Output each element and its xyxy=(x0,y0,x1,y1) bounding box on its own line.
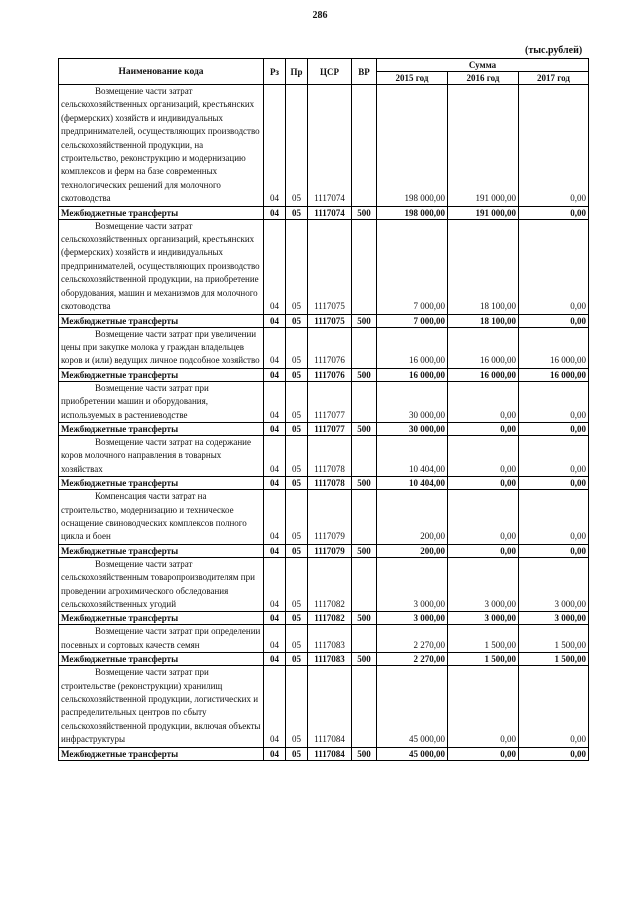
cell-y2016: 0,00 xyxy=(448,666,519,747)
cell-csr: 1117082 xyxy=(308,557,352,612)
cell-csr: 1117077 xyxy=(308,422,352,435)
cell-y2015: 45 000,00 xyxy=(377,666,448,747)
header-sum: Сумма xyxy=(377,59,589,72)
header-rz: Рз xyxy=(264,59,286,85)
cell-vr: 500 xyxy=(352,368,377,381)
cell-name: Возмещение части затрат сельскохозяйственным товаропроизводителям при проведении агрохимического обследования сельскохозяйственных угодий xyxy=(59,557,264,612)
cell-pr: 05 xyxy=(286,544,308,557)
cell-y2017: 0,00 xyxy=(519,435,589,476)
cell-pr: 05 xyxy=(286,747,308,760)
header-2016: 2016 год xyxy=(448,72,519,85)
cell-name: Межбюджетные трансферты xyxy=(59,206,264,219)
cell-y2015: 200,00 xyxy=(377,490,448,545)
table-row xyxy=(59,327,589,368)
cell-y2017: 0,00 xyxy=(519,544,589,557)
table-row-subtotal xyxy=(59,368,589,381)
cell-y2015: 7 000,00 xyxy=(377,314,448,327)
cell-rz: 04 xyxy=(264,85,286,207)
cell-vr xyxy=(352,219,377,314)
cell-vr: 500 xyxy=(352,612,377,625)
cell-pr: 05 xyxy=(286,435,308,476)
cell-csr: 1117084 xyxy=(308,747,352,760)
cell-y2016: 16 000,00 xyxy=(448,327,519,368)
cell-name: Межбюджетные трансферты xyxy=(59,477,264,490)
cell-vr xyxy=(352,327,377,368)
cell-pr: 05 xyxy=(286,368,308,381)
header-vr: ВР xyxy=(352,59,377,85)
table-row-subtotal xyxy=(59,477,589,490)
cell-y2016: 0,00 xyxy=(448,381,519,422)
cell-name: Межбюджетные трансферты xyxy=(59,747,264,760)
cell-y2015: 3 000,00 xyxy=(377,612,448,625)
cell-y2017: 1 500,00 xyxy=(519,653,589,666)
cell-y2016: 0,00 xyxy=(448,747,519,760)
cell-rz: 04 xyxy=(264,625,286,653)
cell-y2017: 3 000,00 xyxy=(519,612,589,625)
table-row-subtotal xyxy=(59,206,589,219)
cell-pr: 05 xyxy=(286,381,308,422)
cell-name: Межбюджетные трансферты xyxy=(59,544,264,557)
units-label: (тыс.рублей) xyxy=(525,45,583,56)
table-row xyxy=(59,490,589,545)
cell-csr: 1117083 xyxy=(308,625,352,653)
cell-csr: 1117077 xyxy=(308,381,352,422)
cell-name: Возмещение части затрат сельскохозяйственных организаций, крестьянских (фермерских) хозяйств и индивидуальных предпринимателей, осуществляющих производство сельскохозяйственной продукции, на строительство, реконструкцию и модернизацию комплексов и ферм на базе современных технологических решений для молочного скотоводства xyxy=(59,85,264,207)
cell-csr: 1117078 xyxy=(308,477,352,490)
table-row-subtotal xyxy=(59,747,589,760)
cell-pr: 05 xyxy=(286,85,308,207)
cell-rz: 04 xyxy=(264,477,286,490)
cell-name: Межбюджетные трансферты xyxy=(59,612,264,625)
cell-pr: 05 xyxy=(286,477,308,490)
cell-y2016: 0,00 xyxy=(448,435,519,476)
cell-vr: 500 xyxy=(352,653,377,666)
budget-table xyxy=(58,58,589,761)
cell-pr: 05 xyxy=(286,557,308,612)
cell-rz: 04 xyxy=(264,381,286,422)
cell-csr: 1117074 xyxy=(308,85,352,207)
header-2017: 2017 год xyxy=(519,72,589,85)
table-row xyxy=(59,666,589,747)
cell-y2015: 2 270,00 xyxy=(377,653,448,666)
cell-name: Межбюджетные трансферты xyxy=(59,368,264,381)
cell-vr: 500 xyxy=(352,544,377,557)
cell-csr: 1117075 xyxy=(308,314,352,327)
table-row xyxy=(59,625,589,653)
cell-vr xyxy=(352,381,377,422)
table-row xyxy=(59,435,589,476)
cell-y2016: 3 000,00 xyxy=(448,612,519,625)
cell-csr: 1117084 xyxy=(308,666,352,747)
cell-rz: 04 xyxy=(264,219,286,314)
cell-y2016: 191 000,00 xyxy=(448,85,519,207)
cell-name: Межбюджетные трансферты xyxy=(59,422,264,435)
cell-y2017: 0,00 xyxy=(519,666,589,747)
cell-csr: 1117076 xyxy=(308,327,352,368)
cell-vr xyxy=(352,625,377,653)
cell-y2015: 16 000,00 xyxy=(377,327,448,368)
cell-rz: 04 xyxy=(264,422,286,435)
cell-csr: 1117083 xyxy=(308,653,352,666)
cell-y2015: 200,00 xyxy=(377,544,448,557)
cell-csr: 1117079 xyxy=(308,544,352,557)
cell-y2015: 10 404,00 xyxy=(377,477,448,490)
cell-csr: 1117076 xyxy=(308,368,352,381)
cell-pr: 05 xyxy=(286,327,308,368)
table-row xyxy=(59,381,589,422)
table-row xyxy=(59,219,589,314)
cell-csr: 1117082 xyxy=(308,612,352,625)
cell-rz: 04 xyxy=(264,490,286,545)
cell-pr: 05 xyxy=(286,219,308,314)
table-row-subtotal xyxy=(59,422,589,435)
cell-pr: 05 xyxy=(286,314,308,327)
cell-y2017: 16 000,00 xyxy=(519,368,589,381)
cell-rz: 04 xyxy=(264,544,286,557)
cell-y2015: 16 000,00 xyxy=(377,368,448,381)
cell-y2015: 45 000,00 xyxy=(377,747,448,760)
cell-y2017: 0,00 xyxy=(519,219,589,314)
cell-y2017: 1 500,00 xyxy=(519,625,589,653)
cell-name: Компенсация части затрат на строительство, модернизацию и техническое оснащение свиноводческих комплексов полного цикла и боен xyxy=(59,490,264,545)
cell-y2016: 0,00 xyxy=(448,490,519,545)
page-number: 286 xyxy=(312,10,328,21)
cell-pr: 05 xyxy=(286,206,308,219)
cell-vr xyxy=(352,490,377,545)
cell-rz: 04 xyxy=(264,327,286,368)
cell-name: Межбюджетные трансферты xyxy=(59,314,264,327)
cell-y2016: 16 000,00 xyxy=(448,368,519,381)
cell-y2016: 1 500,00 xyxy=(448,625,519,653)
cell-rz: 04 xyxy=(264,612,286,625)
cell-y2015: 2 270,00 xyxy=(377,625,448,653)
table-row-subtotal xyxy=(59,314,589,327)
cell-rz: 04 xyxy=(264,368,286,381)
cell-csr: 1117079 xyxy=(308,490,352,545)
header-csr: ЦСР xyxy=(308,59,352,85)
cell-rz: 04 xyxy=(264,206,286,219)
cell-vr: 500 xyxy=(352,422,377,435)
cell-y2016: 3 000,00 xyxy=(448,557,519,612)
cell-vr: 500 xyxy=(352,314,377,327)
cell-y2017: 0,00 xyxy=(519,490,589,545)
cell-y2015: 30 000,00 xyxy=(377,381,448,422)
cell-pr: 05 xyxy=(286,653,308,666)
cell-pr: 05 xyxy=(286,666,308,747)
cell-y2017: 3 000,00 xyxy=(519,557,589,612)
cell-csr: 1117075 xyxy=(308,219,352,314)
cell-y2017: 16 000,00 xyxy=(519,327,589,368)
cell-vr xyxy=(352,557,377,612)
cell-y2017: 0,00 xyxy=(519,85,589,207)
table-row-subtotal xyxy=(59,653,589,666)
cell-vr: 500 xyxy=(352,477,377,490)
cell-y2015: 198 000,00 xyxy=(377,206,448,219)
table-row-subtotal xyxy=(59,544,589,557)
cell-pr: 05 xyxy=(286,490,308,545)
cell-pr: 05 xyxy=(286,612,308,625)
cell-y2016: 0,00 xyxy=(448,477,519,490)
cell-y2015: 3 000,00 xyxy=(377,557,448,612)
cell-y2016: 191 000,00 xyxy=(448,206,519,219)
cell-y2016: 18 100,00 xyxy=(448,219,519,314)
table-row xyxy=(59,557,589,612)
cell-y2017: 0,00 xyxy=(519,206,589,219)
cell-name: Возмещение части затрат при определении посевных и сортовых качеств семян xyxy=(59,625,264,653)
cell-y2016: 1 500,00 xyxy=(448,653,519,666)
cell-y2017: 0,00 xyxy=(519,477,589,490)
header-2015: 2015 год xyxy=(377,72,448,85)
cell-y2016: 0,00 xyxy=(448,544,519,557)
cell-csr: 1117078 xyxy=(308,435,352,476)
cell-name: Возмещение части затрат при строительстве (реконструкции) хранилищ сельскохозяйственной продукции, логистических и распределительных центров по сбыту сельскохозяйственной продукции, включая объекты инфраструктуры xyxy=(59,666,264,747)
cell-rz: 04 xyxy=(264,653,286,666)
cell-name: Возмещение части затрат при приобретении машин и оборудования, используемых в растениеводстве xyxy=(59,381,264,422)
cell-pr: 05 xyxy=(286,625,308,653)
cell-vr: 500 xyxy=(352,206,377,219)
cell-rz: 04 xyxy=(264,666,286,747)
cell-y2015: 7 000,00 xyxy=(377,219,448,314)
cell-rz: 04 xyxy=(264,747,286,760)
cell-y2017: 0,00 xyxy=(519,422,589,435)
header-pr: Пр xyxy=(286,59,308,85)
cell-y2017: 0,00 xyxy=(519,747,589,760)
cell-rz: 04 xyxy=(264,557,286,612)
cell-y2015: 30 000,00 xyxy=(377,422,448,435)
cell-pr: 05 xyxy=(286,422,308,435)
cell-name: Возмещение части затрат при увеличении цены при закупке молока у граждан владельцев коров и (или) ведущих личное подсобное хозяйство xyxy=(59,327,264,368)
cell-rz: 04 xyxy=(264,435,286,476)
cell-csr: 1117074 xyxy=(308,206,352,219)
cell-y2016: 18 100,00 xyxy=(448,314,519,327)
cell-name: Межбюджетные трансферты xyxy=(59,653,264,666)
table-row xyxy=(59,85,589,207)
cell-name: Возмещение части затрат сельскохозяйственных организаций, крестьянских (фермерских) хозяйств и индивидуальных предпринимателей, осуществляющих производство сельскохозяйственной продукции, на приобретение оборудования, машин и механизмов для молочного скотоводства xyxy=(59,219,264,314)
table-body xyxy=(59,85,589,761)
cell-vr xyxy=(352,666,377,747)
cell-vr xyxy=(352,435,377,476)
cell-vr xyxy=(352,85,377,207)
cell-y2017: 0,00 xyxy=(519,381,589,422)
cell-y2015: 198 000,00 xyxy=(377,85,448,207)
header-name: Наименование кода xyxy=(59,59,264,85)
cell-y2015: 10 404,00 xyxy=(377,435,448,476)
cell-y2017: 0,00 xyxy=(519,314,589,327)
cell-rz: 04 xyxy=(264,314,286,327)
cell-name: Возмещение части затрат на содержание коров молочного направления в товарных хозяйствах xyxy=(59,435,264,476)
table-row-subtotal xyxy=(59,612,589,625)
cell-y2016: 0,00 xyxy=(448,422,519,435)
cell-vr: 500 xyxy=(352,747,377,760)
